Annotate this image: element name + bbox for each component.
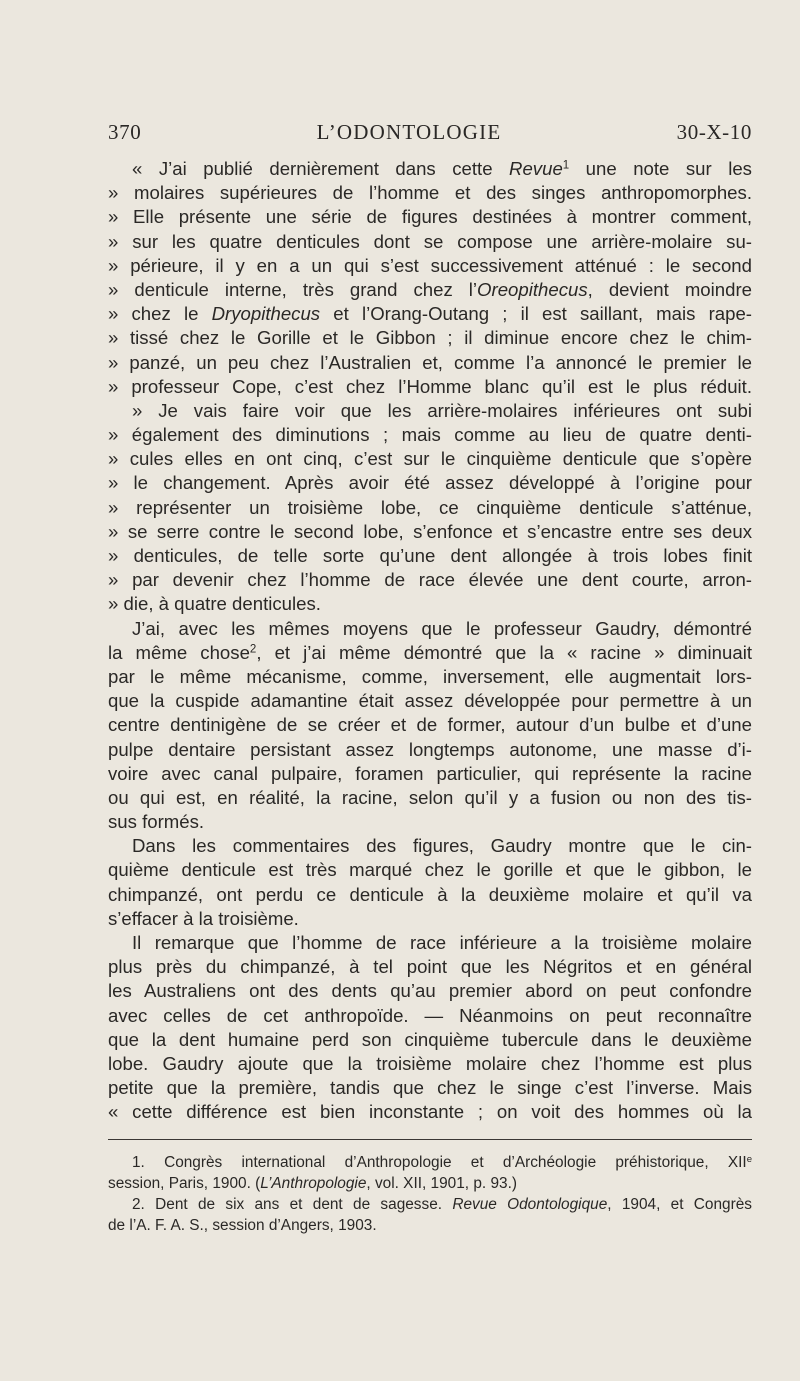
text-line: la même chose$^2$, et j’ai même démontré que la « racine » diminuait (108, 641, 752, 663)
text-line: » chez le Dryopithecus et l’Orang-Outang ; il est saillant, mais rape- (108, 303, 752, 325)
text-line: que la cuspide adamantine était assez développée pour permettre à un (108, 690, 752, 712)
text-line: « J’ai publié dernièrement dans cette Revue$^1$ une note sur les (132, 158, 752, 179)
journal-title: L’ODONTOLOGIE (316, 120, 502, 144)
text-line: avec celles de cet anthropoïde. — Néanmoins on peut reconnaître (108, 1004, 752, 1026)
oreopithecus-italic: Oreopithecus (477, 278, 588, 300)
text-line: par le même mécanisme, comme, inversement, elle augmentait lors- (108, 665, 752, 687)
text-line: ou qui est, en réalité, la racine, selon qu’il y a fusion ou non des tis- (108, 786, 752, 808)
text-line: » Je vais faire voir que les arrière-molaires inférieures ont subi (132, 399, 752, 421)
text-line: » panzé, un peu chez l’Australien et, comme l’a annoncé le premier le (108, 351, 752, 373)
text-line: » die, à quatre denticules. (108, 593, 321, 615)
footnote-2-cont: de l’A. F. A. S., session d’Angers, 1903. (108, 1216, 377, 1234)
text-line: que la dent humaine perd son cinquième tubercule dans le deuxième (108, 1028, 752, 1050)
text-line: sus formés. (108, 811, 205, 833)
text-line: « cette différence est bien inconstante ; on voit des hommes où la (108, 1101, 752, 1123)
text-line: » se serre contre le second lobe, s’enfonce et s’encastre entre ses deux (108, 520, 752, 542)
footnote-divider (108, 1139, 752, 1140)
footnote-1: 1. Congrès international d’Anthropologie et d’Archéologie préhistorique, XIIe (132, 1153, 752, 1171)
footnotes (108, 1152, 752, 1236)
footnote-ref-1: 1 (562, 159, 570, 172)
revue-italic: Revue (509, 158, 563, 179)
text-line: J’ai, avec les mêmes moyens que le professeur Gaudry, démontré (132, 617, 752, 639)
text-line: » molaires supérieures de l’homme et des singes anthropomorphes. (108, 182, 752, 204)
text-line: s’effacer à la troisième. (108, 907, 299, 929)
text-line: » tissé chez le Gorille et le Gibbon ; il diminue encore chez le chim- (108, 327, 752, 349)
text-line: centre dentinigène de se créer et de former, autour d’un bulbe et d’une (108, 714, 752, 736)
issue-date: 30-X-10 (676, 120, 752, 144)
text-line: les Australiens ont des dents qu’au premier abord on peut confondre (108, 980, 752, 1002)
text-line: » professeur Cope, c’est chez l’Homme blanc qu’il est le plus réduit. (108, 375, 752, 397)
text-line: Il remarque que l’homme de race inférieure a la troisième molaire (132, 932, 752, 953)
footnote-ref-2: 2 (249, 643, 257, 656)
body-text (108, 157, 752, 1125)
text-line: chimpanzé, ont perdu ce denticule à la deuxième molaire et qu’il va (108, 883, 752, 905)
text-line: » périeure, il y en a un qui s’est successivement atténué : le second (108, 254, 752, 276)
text-line: plus près du chimpanzé, à tel point que les Négritos et en général (108, 956, 752, 978)
footnote-2: 2. Dent de six ans et dent de sagesse. Revue Odontologique, 1904, et Congrès (132, 1195, 752, 1213)
text-line: pulpe dentaire persistant assez longtemps autonome, une masse d’i- (108, 738, 752, 760)
text-line: lobe. Gaudry ajoute que la troisième molaire chez l’homme est plus (108, 1052, 752, 1074)
text-line: petite que la première, tandis que chez le singe c’est l’inverse. Mais (108, 1077, 752, 1099)
text-line: » représenter un troisième lobe, ce cinquième denticule s’atténue, (108, 496, 752, 518)
text-line: quième denticule est très marqué chez le gorille et que le gibbon, le (108, 859, 752, 881)
page-number: 370 (108, 120, 142, 144)
text-line: » cules elles en ont cinq, c’est sur le cinquième denticule que s’opère (108, 448, 752, 470)
text-line: » sur les quatre denticules dont se compose une arrière-molaire su- (108, 230, 752, 252)
dryopithecus-italic: Dryopithecus (211, 303, 321, 325)
running-header (108, 120, 752, 145)
text-line: » également des diminutions ; mais comme au lieu de quatre denti- (108, 424, 752, 446)
text-line: » par devenir chez l’homme de race élevée une dent courte, arron- (108, 569, 752, 591)
text-line: Dans les commentaires des figures, Gaudry montre que le cin- (132, 835, 752, 857)
text-line: » le changement. Après avoir été assez développé à l’origine pour (108, 472, 752, 494)
footnote-1-cont: session, Paris, 1900. (L’Anthropologie, vol. XII, 1901, p. 93.) (108, 1174, 517, 1192)
text-line: » denticules, de telle sorte qu’une dent allongée à trois lobes finit (108, 545, 752, 566)
text-line: » Elle présente une série de figures destinées à montrer comment, (108, 206, 752, 228)
text-line: » denticule interne, très grand chez l’Oreopithecus, devient moindre (108, 278, 752, 300)
text-line: voire avec canal pulpaire, foramen particulier, qui représente la racine (108, 762, 752, 784)
